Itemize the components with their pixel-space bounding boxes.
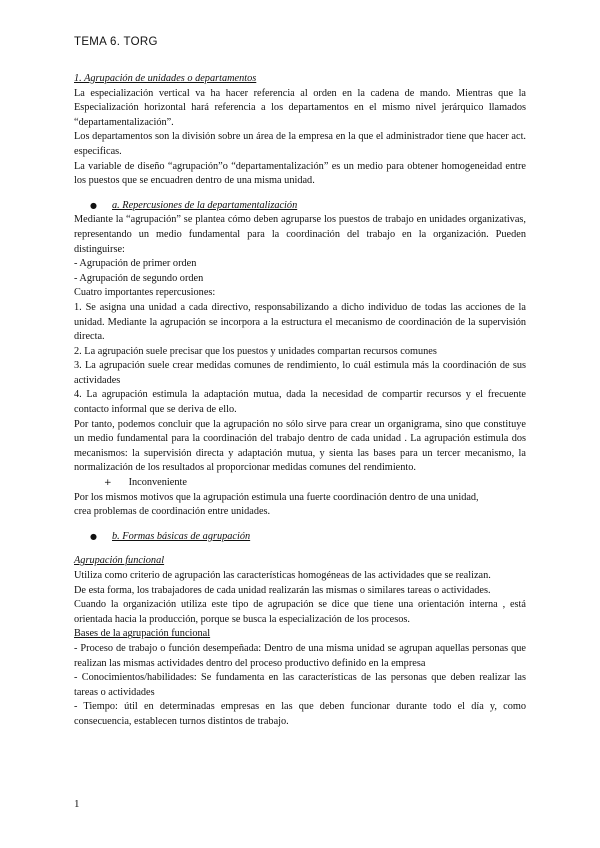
paragraph: Cuatro importantes repercusiones: [74, 287, 216, 299]
page-number: 1 [74, 798, 80, 810]
document-body [74, 72, 526, 730]
paragraph: Mediante la “agrupación” se plantea cómo deben agruparse los puestos de trabajo en unidades organizativas, representando un medio fundamental para la coordinación del trabajo en la organización. Pueden distinguirse: [74, 214, 526, 255]
drawback-label: Inconveniente [128, 477, 187, 489]
topic-heading: Agrupación funcional [74, 555, 165, 567]
paragraph: Cuando la organización utiliza este tipo de agrupación se dice que tiene una orientación interna , está orientada hacia la producción, porque se busca la especialización de los procesos. [74, 599, 526, 625]
list-item: - Agrupación de segundo orden [74, 272, 204, 284]
bullet-icon: ● [90, 200, 97, 210]
paragraph: La variable de diseño “agrupación”o “departamentalización” es un medio para obtener homogeneidad entre los puestos que se encuadren dentro de una misma unidad. [74, 160, 526, 187]
bullet-icon: ● [90, 531, 97, 541]
plus-icon: + [104, 478, 112, 489]
paragraph: Los departamentos son la división sobre un área de la empresa en la que el administrador tiene que hacer act. especificas. [74, 131, 526, 157]
drawback-heading-row [74, 476, 526, 491]
list-item: - Tiempo: útil en determinadas empresas en las que deben funcionar durante todo el día y, como consecuencia, establecen turnos distintos de trabajo. [74, 701, 526, 727]
paragraph: De esta forma, los trabajadores de cada unidad realizarán las mismas o similares tareas o actividades. [74, 584, 491, 596]
paragraph-line: crea problemas de coordinación entre unidades. [74, 506, 271, 518]
document-header: TEMA 6. TORG [74, 36, 158, 48]
subsection-heading: b. Formas básicas de agrupación [112, 530, 251, 542]
subsection-heading-row [74, 530, 526, 545]
subsection-heading-row [74, 199, 526, 214]
list-item: - Proceso de trabajo o función desempeñada: Dentro de una misma unidad se agrupan aquellas personas que realizan las mismas actividades dentro del proceso productivo definido en la empresa [74, 642, 526, 669]
paragraph: La especialización vertical va ha hacer referencia al orden en la cadena de mando. Mientras que la Especialización horizontal hará referencia a los departamentos en el mismo nivel jerárquico llamados “departamentalización”. [74, 87, 526, 128]
subsection-heading: a. Repercusiones de la departamentalización [112, 199, 298, 211]
paragraph-line: Por los mismos motivos que la agrupación estimula una fuerte coordinación dentro de una unidad, [74, 491, 479, 503]
list-item: - Conocimientos/habilidades: Se fundamenta en las características de las personas que deben realizar las tareas o actividades [74, 672, 526, 698]
paragraph: Por tanto, podemos concluir que la agrupación no sólo sirve para crear un organigrama, sino que constituye un medio fundamental para la coordinación del trabajo dentro de cada unidad . La agrupación estimula dos mecanismos: la supervisión directa y adaptación mutua, y sienta las bases para un tercer mecanismo, la normalización de los resultados al proporcionar medidas comunes del rendimiento. [74, 418, 526, 474]
topic-heading: Bases de la agrupación funcional [74, 628, 211, 640]
list-item: 4. La agrupación estimula la adaptación mutua, dada la necesidad de compartir recursos y el frecuente contacto informal que se deriva de ello. [74, 389, 526, 416]
list-item: 2. La agrupación suele precisar que los puestos y unidades compartan recursos comunes [74, 345, 437, 357]
section-heading: 1. Agrupación de unidades o departamentos [74, 73, 257, 84]
list-item: - Agrupación de primer orden [74, 258, 197, 270]
paragraph: Utiliza como criterio de agrupación las características homogéneas de las actividades que se realizan. [74, 570, 491, 581]
list-item: 3. La agrupación suele crear medidas comunes de rendimiento, lo cuál estimula más la coordinación de sus actividades [74, 360, 526, 386]
list-item: 1. Se asigna una unidad a cada directivo, responsabilizando a dicho individuo de todas las acciones de la unidad. Mediante la agrupación se incorpora a la estructura el mecanismo de coordinación de la supervisión directa. [74, 301, 526, 343]
